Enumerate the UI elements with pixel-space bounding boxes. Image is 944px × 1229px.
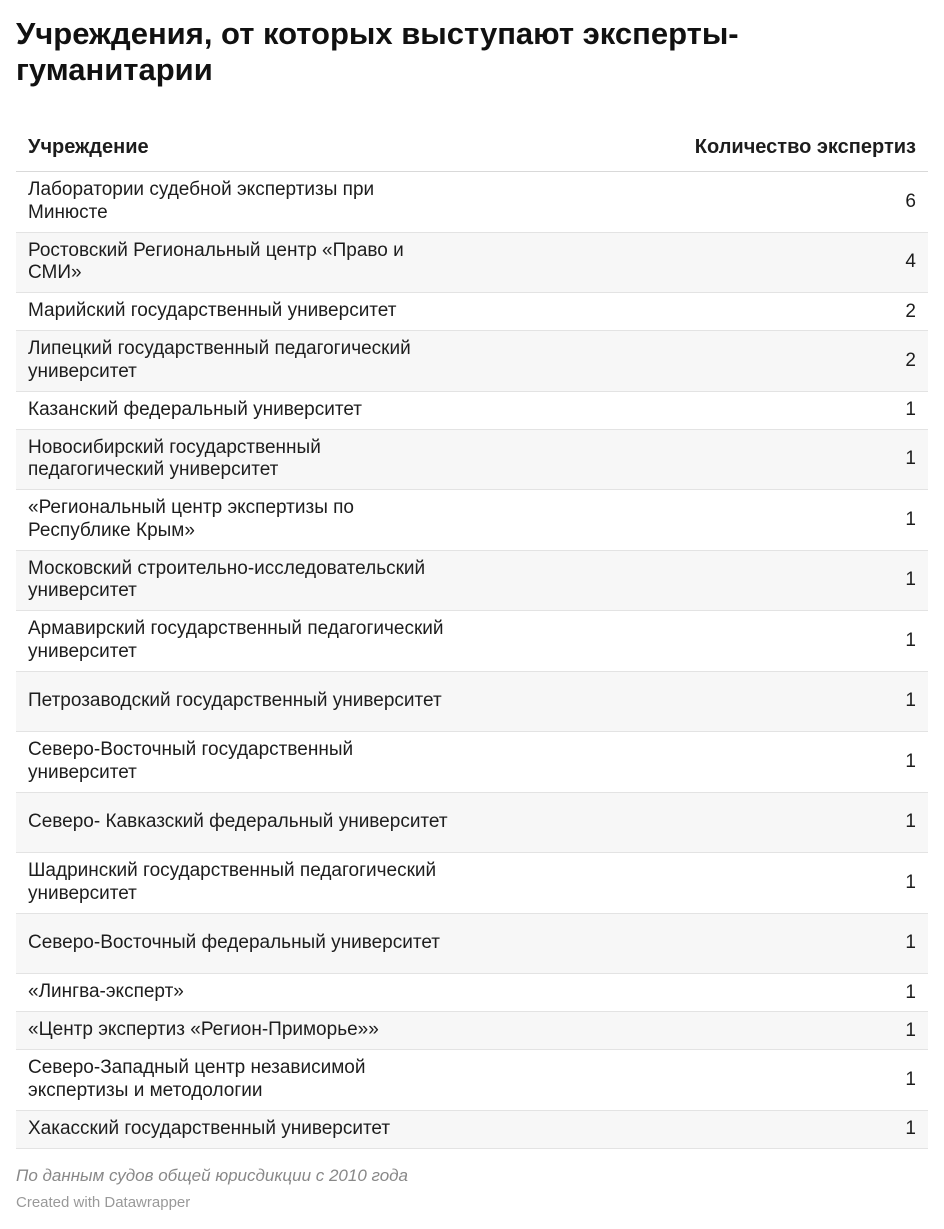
table-row bbox=[16, 392, 928, 430]
count-cell: 1 bbox=[905, 981, 916, 1003]
institution-cell: Марийский государственный университет bbox=[28, 300, 397, 322]
table-row bbox=[16, 331, 928, 392]
count-cell: 1 bbox=[905, 811, 916, 833]
count-cell: 1 bbox=[905, 690, 916, 712]
institution-cell: Северо-Восточный федеральный университет bbox=[28, 932, 440, 953]
count-cell: 1 bbox=[905, 932, 916, 954]
institution-cell: Лаборатории судебной экспертизы при Минюсте bbox=[28, 179, 375, 223]
table-row bbox=[16, 551, 928, 612]
table-row bbox=[16, 293, 928, 331]
institution-cell: Петрозаводский государственный университет bbox=[28, 690, 442, 711]
column-header-institution[interactable]: Учреждение bbox=[28, 136, 149, 158]
count-cell: 1 bbox=[905, 750, 916, 772]
institution-cell: Липецкий государственный педагогический университет bbox=[28, 338, 411, 382]
count-cell: 1 bbox=[905, 569, 916, 591]
chart-title: Учреждения, от которых выступают эксперты-гуманитарии bbox=[16, 16, 739, 87]
institution-cell: Казанский федеральный университет bbox=[28, 398, 362, 420]
count-cell: 1 bbox=[905, 1118, 916, 1139]
table-row bbox=[16, 1111, 928, 1149]
table-row bbox=[16, 1012, 928, 1050]
institution-cell: Шадринский государственный педагогический университет bbox=[28, 860, 437, 904]
institution-cell: Ростовский Региональный центр «Право и СМИ» bbox=[28, 239, 404, 284]
institution-cell: Новосибирский государственный педагогический университет bbox=[28, 436, 321, 481]
institution-cell: Северо-Западный центр независимой экспертизы и методологии bbox=[28, 1057, 366, 1101]
institution-cell: «Региональный центр экспертизы по Республике Крым» bbox=[28, 497, 354, 541]
count-cell: 2 bbox=[905, 300, 916, 322]
column-header-count[interactable]: Количество экспертиз bbox=[694, 136, 916, 158]
count-cell: 1 bbox=[905, 1068, 916, 1090]
table-row bbox=[16, 172, 928, 233]
institution-cell: Хакасский государственный университет bbox=[28, 1117, 391, 1139]
chart-notes: По данным судов общей юрисдикции с 2010 года bbox=[16, 1166, 409, 1185]
table-row bbox=[16, 611, 928, 672]
institution-cell: Московский строительно-исследовательский университет bbox=[28, 557, 426, 602]
count-cell: 4 bbox=[905, 251, 916, 273]
table-row bbox=[16, 732, 928, 793]
count-cell: 1 bbox=[905, 871, 916, 893]
table-row bbox=[16, 974, 928, 1012]
data-table bbox=[16, 124, 928, 1149]
table-row bbox=[16, 1050, 928, 1111]
table-row bbox=[16, 430, 928, 491]
institution-cell: Северо-Восточный государственный университет bbox=[28, 739, 354, 783]
table-header bbox=[16, 124, 928, 172]
institution-cell: «Лингва-эксперт» bbox=[28, 981, 184, 1003]
institution-cell: Армавирский государственный педагогический университет bbox=[28, 618, 444, 662]
count-cell: 1 bbox=[905, 399, 916, 420]
count-cell: 6 bbox=[905, 190, 916, 212]
table-row bbox=[16, 914, 928, 975]
table-row bbox=[16, 853, 928, 914]
table-row bbox=[16, 490, 928, 551]
table-row bbox=[16, 672, 928, 733]
institution-cell: «Центр экспертиз «Регион-Приморье»» bbox=[28, 1019, 379, 1041]
table-row bbox=[16, 793, 928, 854]
chart-container bbox=[16, 16, 928, 1139]
table-body bbox=[16, 172, 928, 1149]
count-cell: 1 bbox=[905, 508, 916, 530]
count-cell: 1 bbox=[905, 629, 916, 651]
count-cell: 1 bbox=[905, 1019, 916, 1041]
count-cell: 1 bbox=[905, 448, 916, 470]
chart-credit[interactable]: Created with Datawrapper bbox=[16, 1194, 191, 1211]
table-row bbox=[16, 233, 928, 294]
count-cell: 2 bbox=[905, 349, 916, 371]
institution-cell: Северо- Кавказский федеральный университет bbox=[28, 811, 448, 832]
